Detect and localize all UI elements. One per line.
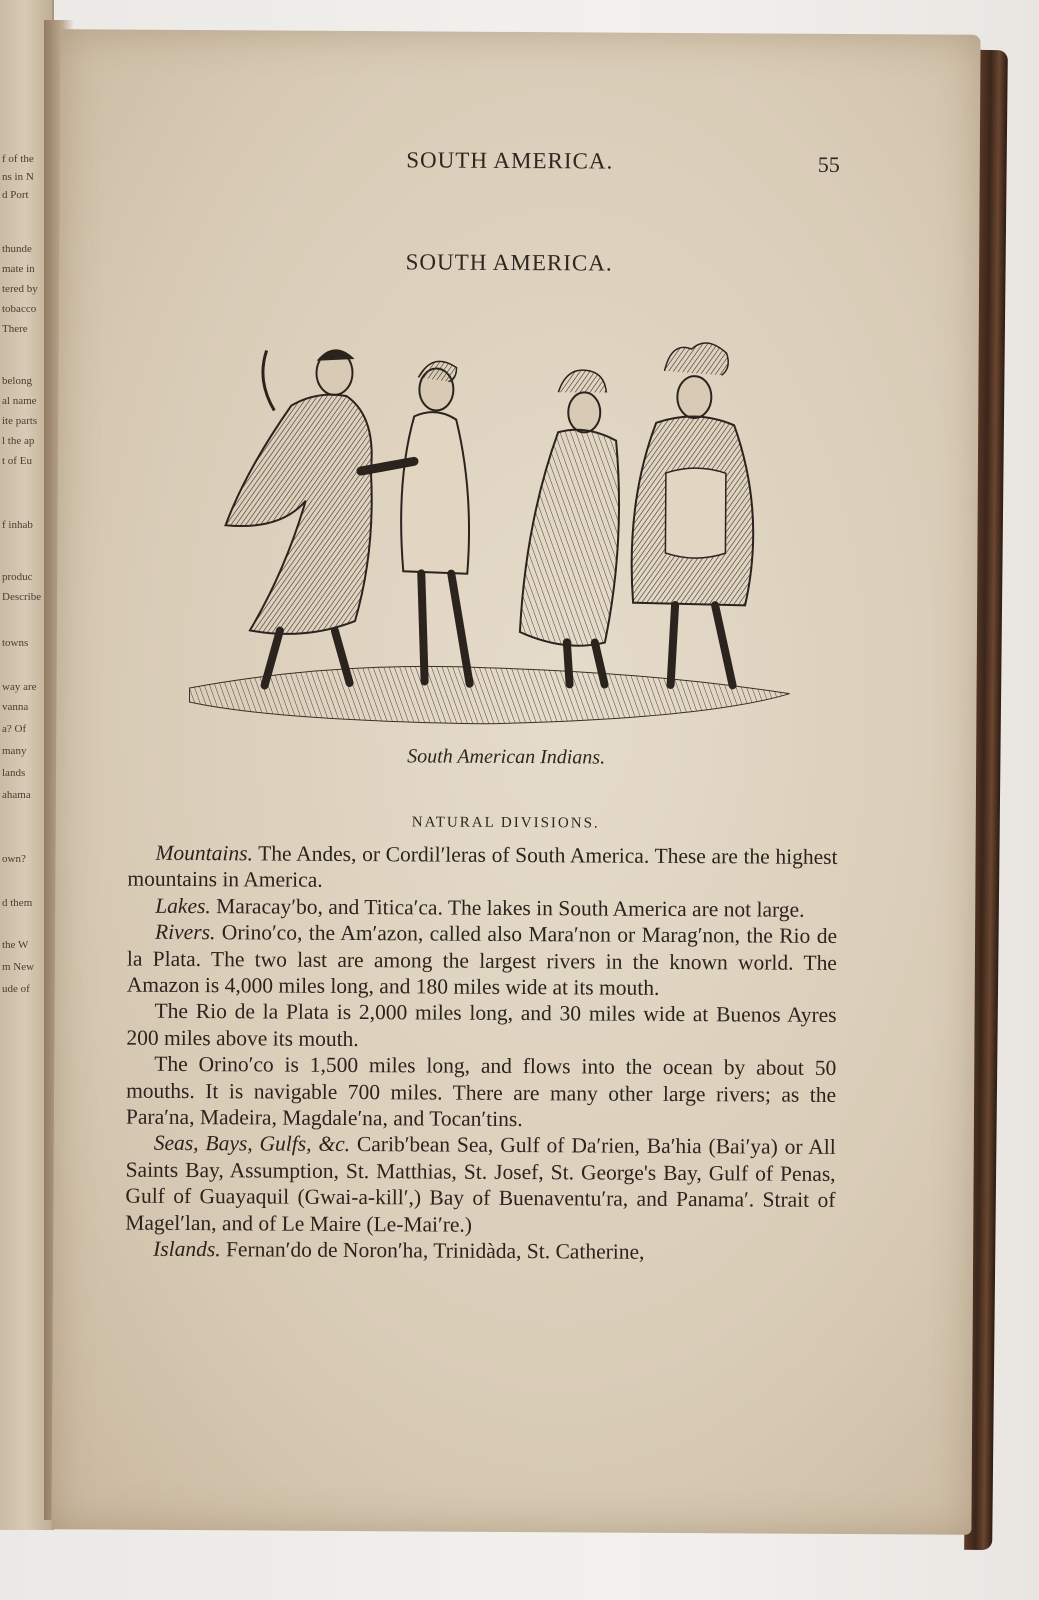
left-fragment: t of Eu bbox=[2, 455, 32, 467]
left-fragment: ns in N bbox=[2, 171, 34, 183]
left-fragment: f of the bbox=[2, 153, 34, 165]
paragraph-rio-de-la-plata bbox=[126, 998, 836, 1055]
left-fragment: d Port bbox=[2, 189, 29, 201]
left-fragment: tobacco bbox=[2, 303, 37, 315]
left-fragment: vanna bbox=[2, 701, 29, 713]
left-fragment: mate in bbox=[2, 263, 35, 275]
left-fragment: ite parts bbox=[2, 415, 38, 427]
left-fragment: There bbox=[2, 323, 28, 335]
left-fragment: m New bbox=[2, 961, 35, 973]
paragraph-rivers bbox=[127, 919, 837, 1003]
paragraph-mountains bbox=[127, 840, 837, 897]
figure-warrior bbox=[225, 349, 373, 686]
figure-chief bbox=[631, 343, 754, 686]
left-fragment: towns bbox=[2, 637, 29, 649]
left-fragment: own? bbox=[2, 853, 26, 865]
paragraph-orinoco bbox=[126, 1051, 836, 1135]
left-fragment: tered by bbox=[2, 283, 38, 295]
left-fragment: f inhab bbox=[2, 519, 33, 531]
left-fragment: al name bbox=[2, 395, 37, 407]
paragraph-label: Seas, Bays, Gulfs, &c. bbox=[153, 1131, 351, 1157]
left-fragment: lands bbox=[2, 767, 26, 779]
body-text bbox=[125, 840, 838, 1267]
left-fragment: thunde bbox=[2, 243, 32, 255]
figure-caption: South American Indians. bbox=[407, 745, 606, 769]
paragraph-text: Carib′bean Sea, Gulf of Da′rien, Ba′hia (Bai′ya) or All Saints Bay, Assumption, St. Matthias, St. Josef, St. George's Bay, Gulf of Penas, Gulf of Guayaquil (Gwai-a-kill′,) Bay of Buenaventu′ra, and Panama′. Strait of Magel′lan, and of Le Maire (Le-Mai′re.) bbox=[125, 1132, 836, 1237]
book-page bbox=[51, 29, 980, 1535]
paragraph-text: The Rio de la Plata is 2,000 miles long, and 30 miles wide at Buenos Ayres 200 miles above its mouth. bbox=[126, 999, 837, 1051]
paragraph-label: Lakes. bbox=[155, 893, 211, 918]
paragraph-label: Rivers. bbox=[155, 920, 216, 945]
section-heading: NATURAL DIVISIONS. bbox=[411, 814, 600, 832]
page-number: 55 bbox=[817, 151, 840, 177]
left-fragment: d them bbox=[2, 897, 33, 909]
running-head: SOUTH AMERICA. bbox=[406, 147, 614, 174]
left-fragment: way are bbox=[2, 681, 37, 693]
paragraph-text: The Andes, or Cordil′leras of South America. These are the highest mountains in America. bbox=[127, 841, 838, 893]
paragraph-text: Maracay′bo, and Titica′ca. The lakes in South America are not large. bbox=[210, 893, 805, 922]
left-fragment: ude of bbox=[2, 983, 30, 995]
left-fragment: produc bbox=[2, 571, 33, 583]
paragraph-seas-bays bbox=[125, 1130, 836, 1240]
left-fragment: l the ap bbox=[2, 435, 35, 447]
paragraph-text: Fernan′do de Noron′ha, Trinidàda, St. Catherine, bbox=[220, 1237, 645, 1264]
figure-woman bbox=[360, 361, 472, 684]
paragraph-text: The Orino′co is 1,500 miles long, and flows into the ocean by about 50 mouths. It is navigable 700 miles. There are many other large rivers; as the Para′na, Madeira, Magdale′na, and Tocan′tins. bbox=[125, 1052, 837, 1132]
left-fragment: many bbox=[2, 745, 27, 757]
left-fragment: belong bbox=[2, 375, 32, 387]
page-title: SOUTH AMERICA. bbox=[405, 249, 613, 276]
paragraph-label: Islands. bbox=[153, 1236, 221, 1262]
paragraph-label: Mountains. bbox=[155, 840, 253, 866]
engraving-illustration bbox=[184, 310, 797, 734]
left-fragment: ahama bbox=[2, 789, 31, 801]
left-fragment: a? Of bbox=[2, 723, 27, 735]
figure-cloaked-person bbox=[520, 370, 620, 685]
left-fragment: Describe bbox=[2, 591, 42, 603]
paragraph-text: Orino′co, the Am′azon, called also Mara′non or Marag′non, the Rio de la Plata. The two last are among the largest rivers in the known world. The Amazon is 4,000 miles long, and 180 miles wide at its mouth. bbox=[126, 920, 838, 1000]
left-fragment: the W bbox=[2, 939, 29, 951]
paragraph-islands bbox=[125, 1236, 835, 1267]
